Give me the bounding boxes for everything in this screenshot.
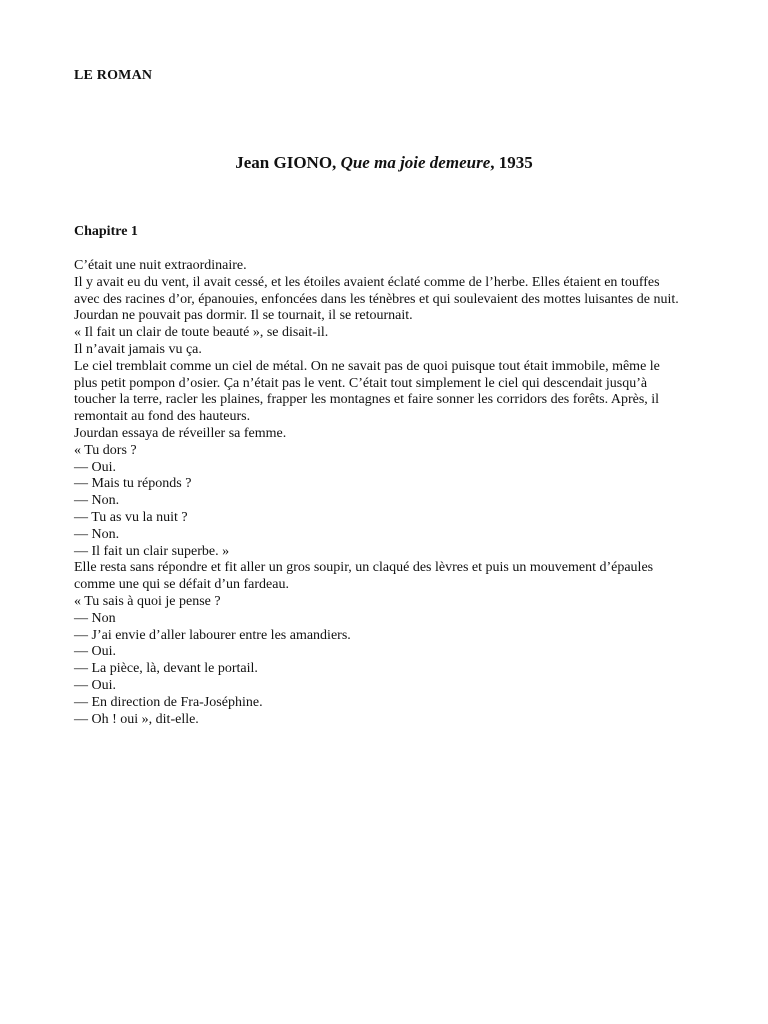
dialogue-line: — Non. (74, 493, 120, 509)
paragraph: C’était une nuit extraordinaire. (74, 258, 247, 273)
dialogue-line: — Tu as vu la nuit ? (74, 509, 188, 525)
paragraph: Il n’avait jamais vu ça. (74, 341, 202, 357)
paragraph: Jourdan ne pouvait pas dormir. Il se tournait, il se retournait. (74, 308, 413, 324)
paragraph: Elle resta sans répondre et fit aller un gros soupir, un claqué des lèvres et puis un mouvement d’épaules comme une qui se défait d’un fardeau. (74, 560, 654, 593)
dialogue-line: — Non (74, 610, 116, 626)
title-author: Jean GIONO, (235, 153, 341, 172)
dialogue-line: — Non. (74, 526, 120, 542)
dialogue-line: « Tu dors ? (74, 442, 137, 458)
document-title (0, 153, 768, 173)
dialogue-line: — J’ai envie d’aller labourer entre les amandiers. (74, 627, 351, 643)
dialogue-line: — Oui. (74, 644, 116, 660)
section-label: LE ROMAN (74, 68, 153, 83)
dialogue-line: — Oh ! oui », dit-elle. (74, 711, 199, 727)
paragraph: Il y avait eu du vent, il avait cessé, et les étoiles avaient éclaté comme de l’herbe. Elles étaient en touffes avec des racines d’or, épanouies, enfoncées dans les ténèbres et qui soulevaient des mottes luisantes de nuit. (74, 274, 679, 307)
dialogue-line: — En direction de Fra-Joséphine. (74, 694, 263, 710)
chapter-body (74, 258, 684, 728)
dialogue-line: « Tu sais à quoi je pense ? (74, 593, 221, 609)
paragraph: « Il fait un clair de toute beauté », se disait-il. (74, 325, 329, 341)
title-year: , 1935 (490, 153, 533, 172)
dialogue-line: — Il fait un clair superbe. » (74, 543, 230, 559)
dialogue-line: — La pièce, là, devant le portail. (74, 661, 258, 677)
dialogue-line: — Mais tu réponds ? (74, 476, 192, 492)
paragraph: Jourdan essaya de réveiller sa femme. (74, 425, 287, 441)
chapter-heading: Chapitre 1 (74, 224, 138, 239)
title-work: Que ma joie demeure (340, 153, 491, 172)
dialogue-line: — Oui. (74, 677, 116, 693)
dialogue-line: — Oui. (74, 459, 116, 475)
paragraph: Le ciel tremblait comme un ciel de métal. On ne savait pas de quoi puisque tout était immobile, même le plus petit pompon d’osier. Ça n’était pas le vent. C’était tout simplement le ciel qui descendait jusqu’à toucher la terre, racler les plaines, frapper les montagnes et faire sonner les corridors des forêts. Après, il remontait au fond des hauteurs. (74, 358, 660, 425)
